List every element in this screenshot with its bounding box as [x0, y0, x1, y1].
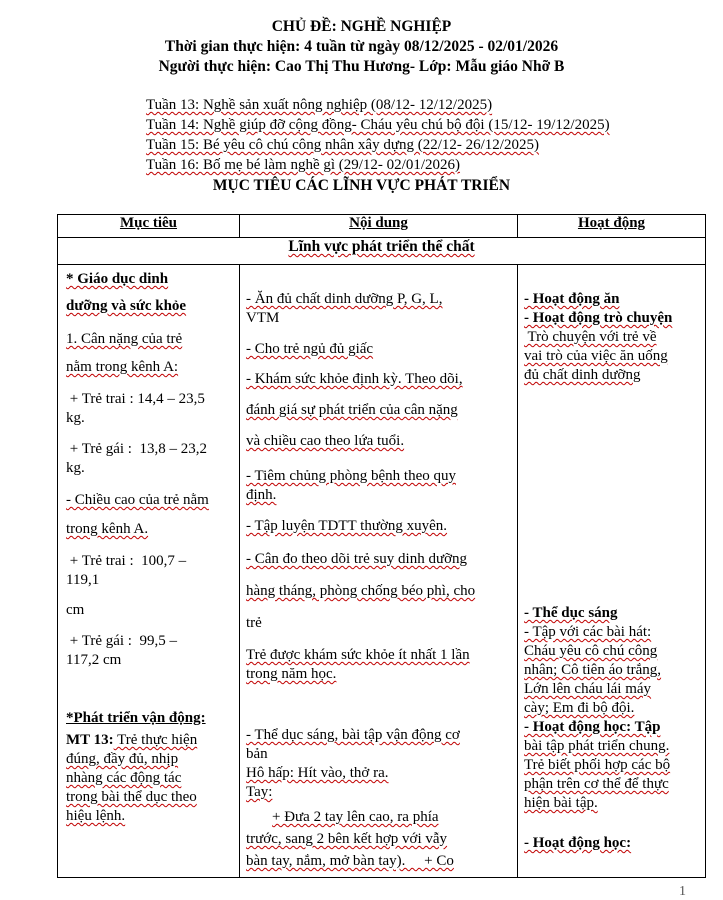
- document-teacher: Người thực hiện: Cao Thị Thu Hương- Lớp: Mẫu giáo Nhỡ B: [158, 58, 565, 75]
- text-line: - Thể dục sáng, bài tập vận động cơ: [246, 727, 460, 743]
- week-13: Tuần 13: Nghề sản xuất nông nghiệp (08/12- 12/12/2025): [146, 97, 493, 113]
- text-line: nằm trong kênh A:: [66, 359, 179, 375]
- text-line: Hô hấp: Hít vào, thở ra.: [246, 765, 389, 781]
- text-line: Trò chuyện với trẻ về: [524, 329, 657, 345]
- week-14: Tuần 14: Nghề giúp đỡ cộng đồng- Cháu yêu chú bộ đội (15/12- 19/12/2025): [146, 117, 610, 133]
- text-line: đánh giá sự phát triển của cân nặng: [246, 402, 458, 418]
- text-line: - Tiêm chủng phòng bệnh theo quy: [246, 468, 456, 484]
- text-line: - Hoạt động học:: [524, 835, 632, 851]
- page-number: 1: [679, 884, 686, 899]
- text-line: Tay:: [246, 784, 273, 800]
- text-line: Trẻ được khám sức khỏe ít nhất 1 lần: [246, 647, 470, 663]
- text-line: 117,2 cm: [66, 652, 122, 668]
- document-topic: CHỦ ĐỀ: NGHỀ NGHIỆP: [271, 18, 452, 35]
- text-line: - Tập luyện TDTT thường xuyên.: [246, 518, 448, 534]
- text-line: kg.: [66, 460, 85, 476]
- text-line: cm: [66, 602, 85, 618]
- document-duration: Thời gian thực hiện: 4 tuần từ ngày 08/12/2025 - 02/01/2026: [164, 38, 559, 55]
- cell-noi-dung: [240, 265, 518, 878]
- text-line: trong bài thể dục theo: [66, 789, 197, 805]
- table-header-row: [58, 215, 706, 238]
- text-line: nhân; Cô tiên áo trắng,: [524, 662, 662, 678]
- text-line: * Giáo dục dinh: [66, 271, 169, 287]
- field-title: Lĩnh vực phát triển thể chất: [58, 238, 706, 265]
- text-line: dưỡng và sức khỏe: [66, 298, 187, 314]
- text-line: 1. Cân nặng của trẻ: [66, 331, 183, 347]
- week-15: Tuần 15: Bé yêu cô chú công nhân xây dựng (22/12- 26/12/2025): [146, 137, 539, 153]
- text-line: - Khám sức khỏe định kỳ. Theo dõi,: [246, 371, 463, 387]
- section-title: MỤC TIÊU CÁC LĨNH VỰC PHÁT TRIỂN: [212, 177, 511, 194]
- text-line: Trẻ biết phối hợp các bộ: [524, 757, 671, 773]
- text-line: hàng tháng, phòng chống béo phì, cho: [246, 583, 476, 599]
- text-line: Lớn lên cháu lái máy: [524, 681, 652, 697]
- text-line: trẻ: [246, 615, 262, 631]
- text-line: VTM: [246, 310, 280, 326]
- text-line: hiệu lệnh.: [66, 808, 126, 824]
- text-line: - Chiều cao của trẻ nằm: [66, 492, 209, 508]
- text-line: - Hoạt động ăn: [524, 291, 620, 307]
- text-line: nhàng các động tác: [66, 770, 182, 786]
- cell-hoat-dong: [518, 265, 706, 878]
- text-line: + Đưa 2 tay lên cao, ra phía: [272, 809, 439, 825]
- text-line: trong kênh A.: [66, 521, 149, 537]
- text-line: trong năm học.: [246, 666, 337, 682]
- text-line: + Trẻ gái : 13,8 – 23,2: [66, 441, 207, 457]
- week-16: Tuần 16: Bố mẹ bé làm nghề gì (29/12- 02/01/2026): [146, 157, 461, 173]
- text-line: - Tập với các bài hát:: [524, 624, 652, 640]
- text-line: - Hoạt động học: Tập: [524, 719, 661, 735]
- text-line: cày; Em đi bộ đội.: [524, 700, 635, 716]
- table-row: [58, 265, 706, 878]
- text-line: - Thể dục sáng: [524, 605, 618, 621]
- field-row: [58, 238, 706, 265]
- text-line: bàn tay, nắm, mở bàn tay). + Co: [246, 853, 454, 869]
- text-line: MT 13: Trẻ thực hiện: [66, 732, 198, 748]
- text-line: hiện bài tập.: [524, 795, 598, 811]
- objectives-table: [57, 214, 706, 878]
- text-line: - Cho trẻ ngủ đủ giấc: [246, 341, 374, 357]
- text-line: Cháu yêu cô chú công: [524, 643, 658, 659]
- text-line: *Phát triển vận động:: [66, 710, 206, 726]
- text-line: phận trên cơ thể để thực: [524, 776, 669, 792]
- text-line: - Ăn đủ chất dinh dưỡng P, G, L,: [246, 291, 443, 307]
- text-line: bản: [246, 746, 268, 762]
- text-line: đúng, đầy đủ, nhịp: [66, 751, 179, 767]
- text-line: - Cân đo theo dõi trẻ suy dinh dưỡng: [246, 551, 468, 567]
- text-line: + Trẻ trai : 100,7 –: [66, 553, 187, 569]
- text-line: đủ chất dinh dưỡng: [524, 367, 641, 383]
- text-line: bài tập phát triển chung.: [524, 738, 670, 754]
- text-line: + Trẻ trai : 14,4 – 23,5: [66, 391, 205, 407]
- text-line: kg.: [66, 410, 85, 426]
- header-noi-dung: Nội dung: [240, 215, 518, 238]
- text-line: vai trò của việc ăn uống: [524, 348, 668, 364]
- text-line: 119,1: [66, 572, 100, 588]
- text-line: định.: [246, 487, 277, 503]
- text-line: trước, sang 2 bên kết hợp với vẫy: [246, 831, 448, 847]
- text-line: - Hoạt động trò chuyện: [524, 310, 673, 326]
- header-muc-tieu: Mục tiêu: [58, 215, 240, 238]
- cell-muc-tieu: [58, 265, 240, 878]
- text-line: + Trẻ gái : 99,5 –: [66, 633, 177, 649]
- header-hoat-dong: Hoạt động: [518, 215, 706, 238]
- text-line: và chiều cao theo lứa tuổi.: [246, 433, 405, 449]
